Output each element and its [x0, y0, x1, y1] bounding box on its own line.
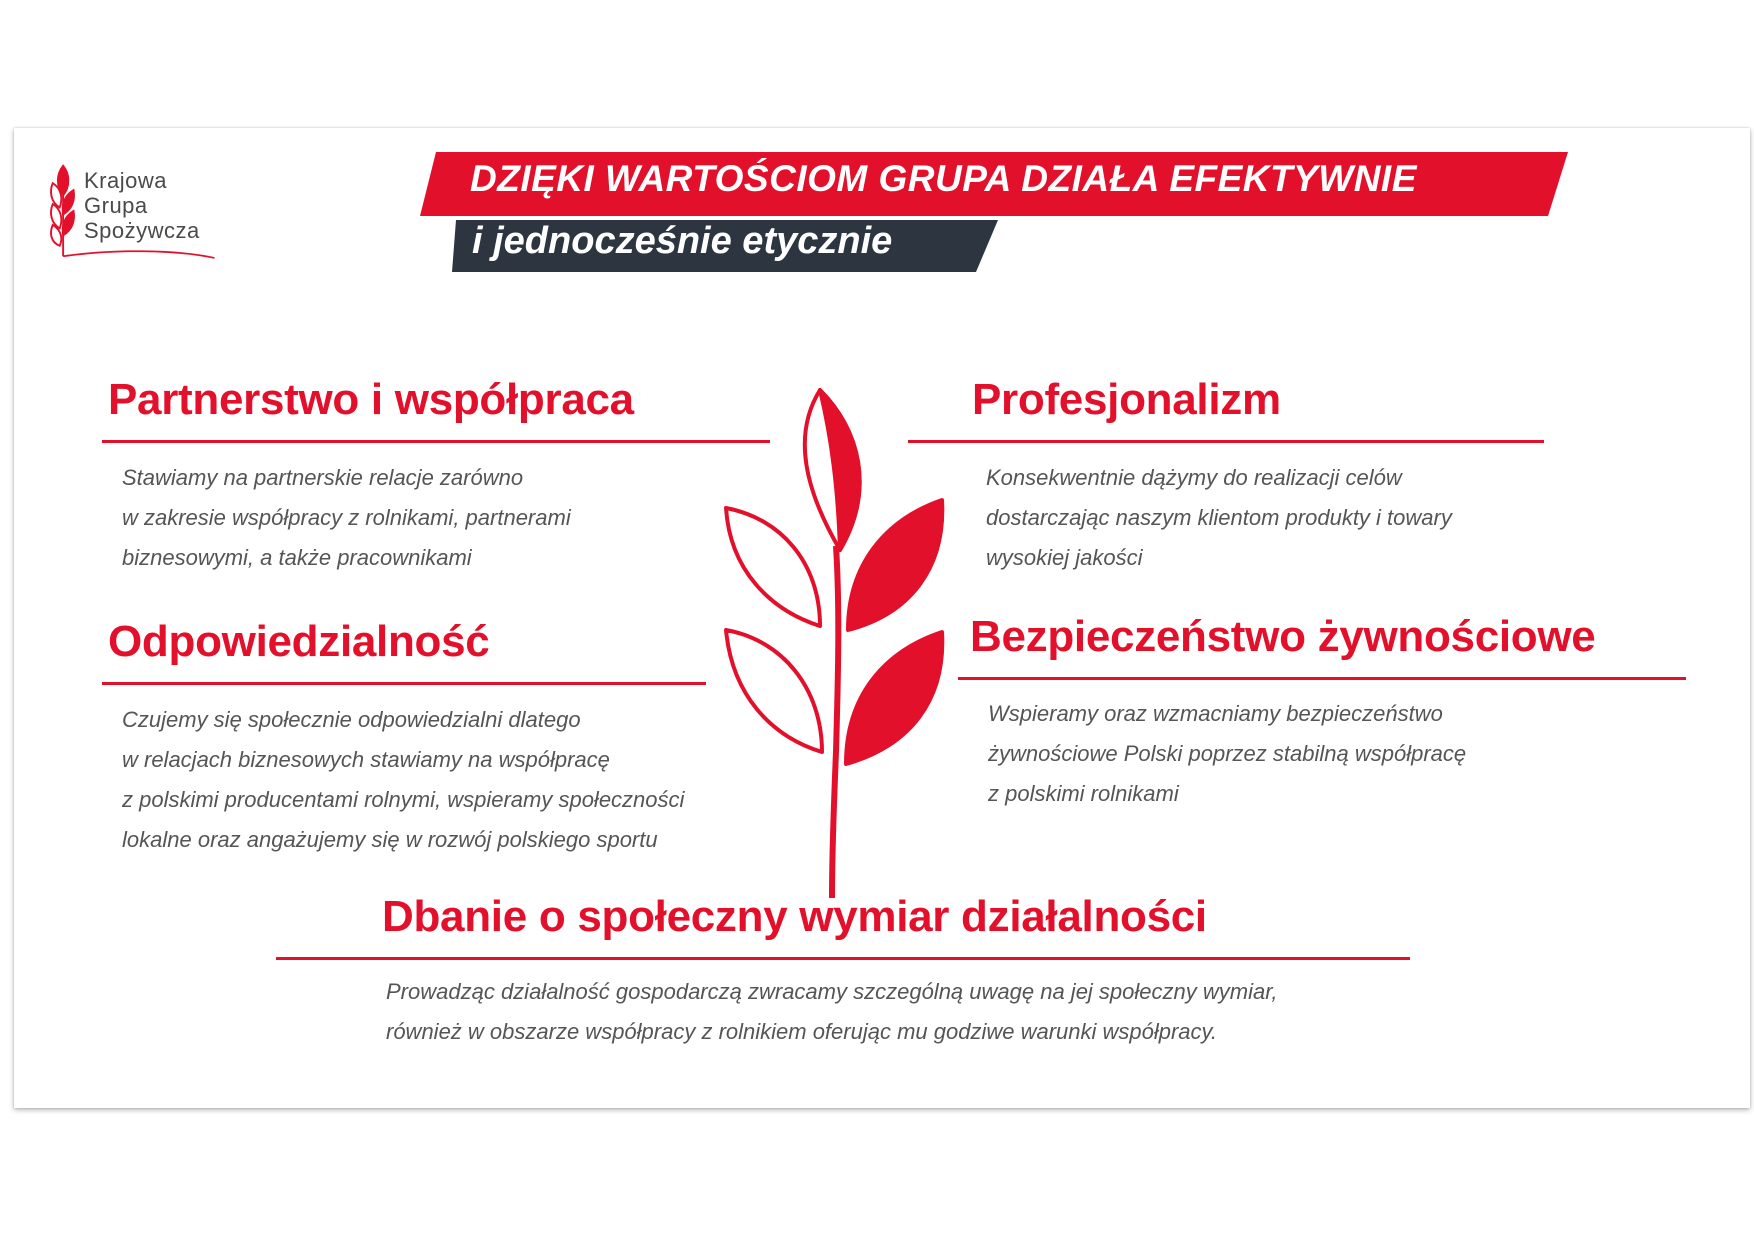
wheat-ear-icon [710, 380, 960, 900]
value-desc-professionalism [986, 458, 1452, 578]
value-title-food-security: Bezpieczeństwo żywnościowe [970, 612, 1596, 661]
desc-line: Prowadząc działalność gospodarczą zwracamy szczególną uwagę na jej społeczny wymiar, [386, 979, 1278, 1004]
logo-wordmark [84, 168, 200, 243]
desc-line: Stawiamy na partnerskie relacje zarówno [122, 465, 524, 490]
value-desc-partnership [122, 458, 571, 578]
value-title-social-dimension: Dbanie o społeczny wymiar działalności [382, 892, 1207, 941]
desc-line: lokalne oraz angażujemy się w rozwój polskiego sportu [122, 827, 658, 852]
desc-line: dostarczając naszym klientom produkty i towary [986, 505, 1452, 530]
logo-line-2: Grupa [84, 193, 148, 218]
desc-line: w relacjach biznesowych stawiamy na współpracę [122, 747, 610, 772]
value-divider [102, 682, 706, 685]
desc-line: w zakresie współpracy z rolnikami, partnerami [122, 505, 571, 530]
desc-line: Czujemy się społecznie odpowiedzialni dlatego [122, 707, 581, 732]
value-divider [276, 957, 1410, 960]
desc-line: z polskimi producentami rolnymi, wspieramy społeczności [122, 787, 685, 812]
value-divider [102, 440, 770, 443]
desc-line: z polskimi rolnikami [988, 781, 1179, 806]
desc-line: żywnościowe Polski poprzez stabilną współpracę [988, 741, 1467, 766]
banner-title: DZIĘKI WARTOŚCIOM GRUPA DZIAŁA EFEKTYWNIE [470, 158, 1417, 199]
value-desc-responsibility [122, 700, 684, 860]
value-divider [908, 440, 1544, 443]
value-desc-social-dimension [386, 972, 1277, 1052]
value-divider [958, 677, 1686, 680]
desc-line: wysokiej jakości [986, 545, 1143, 570]
desc-line: Konsekwentnie dążymy do realizacji celów [986, 465, 1402, 490]
desc-line: biznesowymi, a także pracownikami [122, 545, 472, 570]
value-desc-food-security [988, 694, 1466, 814]
desc-line: Wspieramy oraz wzmacniamy bezpieczeństwo [988, 701, 1443, 726]
logo-line-3: Spożywcza [84, 218, 200, 243]
logo-line-1: Krajowa [84, 168, 167, 193]
value-title-professionalism: Profesjonalizm [972, 375, 1281, 424]
value-title-responsibility: Odpowiedzialność [108, 617, 490, 666]
desc-line: również w obszarze współpracy z rolnikiem oferując mu godziwe warunki współpracy. [386, 1019, 1218, 1044]
value-title-partnership: Partnerstwo i współpraca [108, 375, 634, 424]
banner-subtitle: i jednocześnie etycznie [472, 220, 893, 262]
